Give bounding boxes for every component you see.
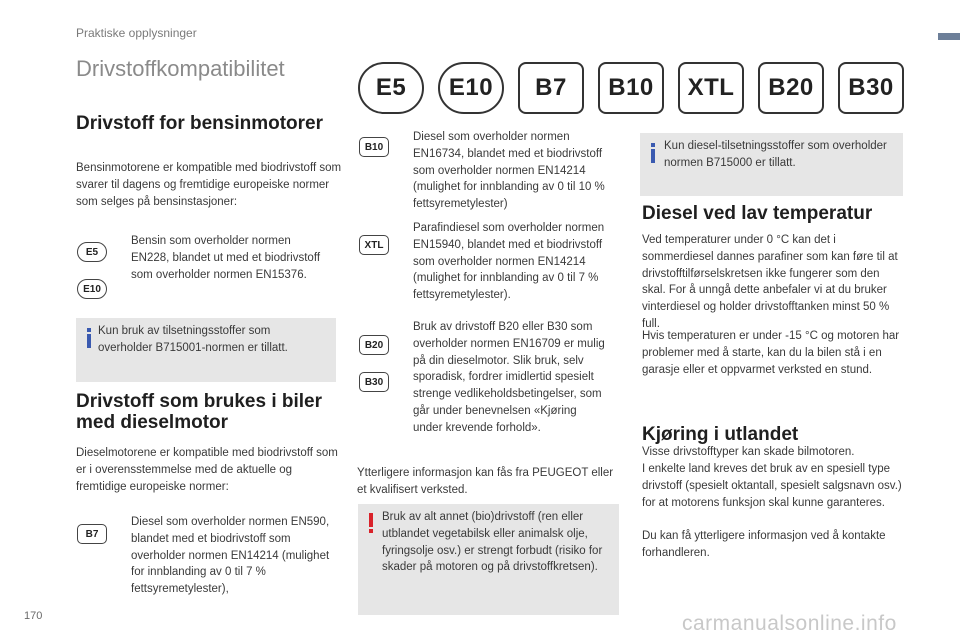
- more-info-text: Ytterligere informasjon kan fås fra PEUGEOT eller et kvalifisert verksted.: [357, 467, 614, 496]
- fuel-badge-b20: B20: [758, 62, 824, 114]
- petrol-info-box: [76, 318, 336, 382]
- fuel-badge-b30: B30: [838, 62, 904, 114]
- petrol-info-text: Kun bruk av tilsetningsstoffer som overholder B715001-normen er tillatt.: [98, 325, 288, 354]
- diesel-intro: Dieselmotorene er kompatible med biodrivstoff som er i overensstemmelse med de aktuelle og fremtidige europeiske normer:: [76, 447, 338, 493]
- warning-icon: [364, 513, 378, 533]
- warning-box: [358, 504, 619, 615]
- fuel-badge-b7: B7: [518, 62, 584, 114]
- section-tab-marker: [938, 33, 960, 40]
- b20-b30-description: Bruk av drivstoff B20 eller B30 som overholder normen EN16709 er mulig på din dieselmotor. Slik bruk, selv sporadisk, fordrer imidlertid spesielt strenge vedlikeholdsbetingelser, som går under benevnelsen «Kjøring under krevende forhold».: [413, 321, 605, 434]
- petrol-heading: Drivstoff for bensinmotorer: [76, 113, 324, 134]
- abroad-heading: Kjøring i utlandet: [642, 424, 799, 445]
- page-number: 170: [24, 610, 43, 622]
- low-temp-text: Ved temperaturer under 0 °C kan det i sommerdiesel dannes parafiner som kan føre til at drivstofftilførselskretsen ikke fungerer som den skal. For å unngå dette anbefaler vi at du bruker vinterdiesel og holder drivstofftanken minst 50 % full.: [642, 234, 898, 330]
- low-temp-heading: Diesel ved lav temperatur: [642, 203, 873, 224]
- section-label: Praktiske opplysninger: [76, 26, 197, 40]
- b7-description: Diesel som overholder normen EN590, blandet med et biodrivstoff som overholder normen EN14214 (mulighet for innblanding av 0 til 7 % fettsyremetylester),: [131, 516, 330, 596]
- watermark: carmanualsonline.info: [682, 612, 897, 635]
- badge-b10-small: B10: [359, 137, 389, 157]
- info-icon: [646, 143, 660, 163]
- abroad-text-3: Du kan få ytterligere informasjon ved å kontakte forhandleren.: [642, 530, 886, 559]
- b10-description: Diesel som overholder normen EN16734, blandet med et biodrivstoff som overholder normen EN14214 (mulighet for innblanding av 0 til 10 % fettsyremetylester): [413, 131, 605, 211]
- xtl-description: Parafindiesel som overholder normen EN15940, blandet med et biodrivstoff som overholder normen EN14214 (mulighet for innblanding av 0 til 7 % fettsyremetylester).: [413, 222, 605, 302]
- abroad-text-2: I enkelte land kreves det bruk av en spesiell type drivstoff (spesielt oktantall, spesielt salgsnavn osv.) for at motorens funksjon skal kunne garanteres.: [642, 463, 902, 509]
- fuel-badge-e5: E5: [358, 62, 424, 114]
- badge-e10-small: E10: [77, 279, 107, 299]
- low-temp-text-2: Hvis temperaturen er under -15 °C og motoren har problemer med å starte, kan du la bilen stå i en garasje eller et oppvarmet verksted en stund.: [642, 330, 900, 376]
- diesel-info-box: [640, 133, 903, 196]
- diesel-info-text: Kun diesel-tilsetningsstoffer som overholder normen B715000 er tillatt.: [664, 140, 887, 169]
- badge-xtl-small: XTL: [359, 235, 389, 255]
- e-fuel-description: Bensin som overholder normen EN228, blandet ut med et biodrivstoff som overholder normen EN15376.: [131, 235, 321, 281]
- fuel-badge-b10: B10: [598, 62, 664, 114]
- page-title: Drivstoffkompatibilitet: [76, 56, 285, 81]
- warning-text: Bruk av alt annet (bio)drivstoff (ren eller utblandet vegetabilsk eller animalsk olje, fyringsolje osv.) er strengt forbudt (risiko for skader på motoren og på drivstoffkretsen).: [382, 511, 603, 574]
- info-icon: [82, 328, 96, 348]
- badge-b30-small: B30: [359, 372, 389, 392]
- fuel-badge-xtl: XTL: [678, 62, 744, 114]
- fuel-badge-row: [358, 62, 918, 120]
- abroad-text-1: Visse drivstofftyper kan skade bilmotoren.: [642, 446, 855, 458]
- badge-e5-small: E5: [77, 242, 107, 262]
- badge-b7-small: B7: [77, 524, 107, 544]
- petrol-intro: Bensinmotorene er kompatible med biodrivstoff som svarer til dagens og fremtidige europeiske normer som selges på bensinstasjoner:: [76, 162, 342, 208]
- diesel-heading: Drivstoff som brukes i biler med dieselmotor: [76, 391, 323, 433]
- fuel-badge-e10: E10: [438, 62, 504, 114]
- badge-b20-small: B20: [359, 335, 389, 355]
